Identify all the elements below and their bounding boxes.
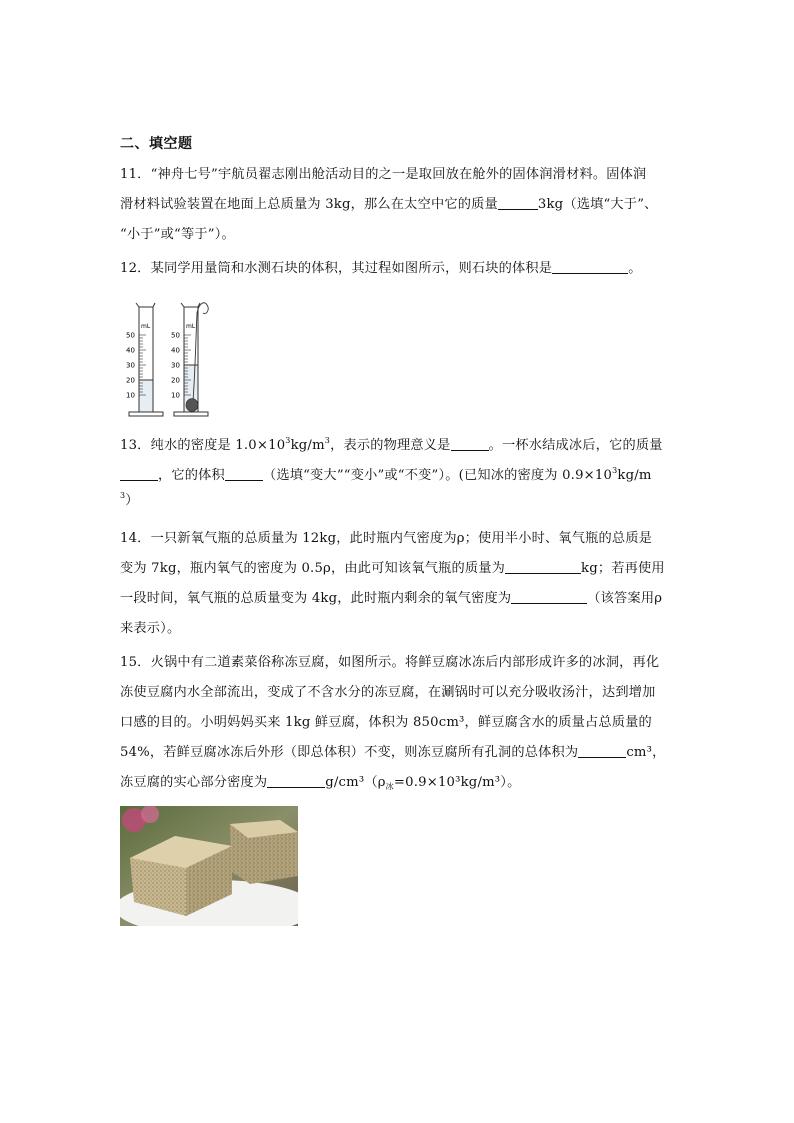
right-tick-label-10: 10 (171, 391, 180, 400)
q13-line-1: 13．纯水的密度是 $1.0\times 10^3kg/m^3$，表示的物理意义是 。一杯水结成冰后，它的质量 (120, 436, 663, 453)
stone (186, 399, 198, 412)
right-tick-label-20: 20 (171, 376, 180, 385)
q14-line-3: 一段时间，氧气瓶的总质量变为 4kg，此时瓶内剩余的氧气密度为 （该答案用ρ (120, 591, 663, 606)
left-tick-label-10: 10 (126, 391, 135, 400)
left-tick-label-30: 30 (126, 361, 135, 370)
q14-line-4: 来表示）。 (120, 621, 181, 636)
q14-blank-density[interactable] (511, 589, 587, 604)
q11-answer-blank[interactable] (498, 195, 538, 210)
right-tick-label-40: 40 (171, 346, 180, 355)
q14-line-1: 14．一只新氧气瓶的总质量为 12kg，此时瓶内气密度为ρ；使用半小时、氧气瓶的总质是 (120, 531, 653, 546)
frozen-tofu-photo (120, 806, 298, 926)
right-tick-label-50: 50 (171, 331, 180, 340)
q15-line-1: 15．火锅中有二道素菜俗称冻豆腐，如图所示。将鲜豆腐冰冻后内部形成许多的冰洞，再化 (120, 655, 660, 670)
measuring-cylinders-figure (117, 295, 217, 420)
q14-line-2: 变为 7kg，瓶内氧气的密度为 0.5ρ，由此可知该氧气瓶的质量为 kg；若再使用 (120, 561, 665, 576)
q13-blank-mass[interactable] (120, 466, 158, 481)
question-13 (120, 431, 680, 509)
q13-blank-volume[interactable] (225, 466, 263, 481)
cylinder-left-water (140, 380, 153, 412)
q11-line-3: “小于”或“等于”）。 (120, 227, 235, 242)
question-12 (120, 254, 680, 284)
question-15 (120, 648, 680, 798)
question-11 (120, 160, 680, 250)
left-tick-label-50: 50 (126, 331, 135, 340)
q15-line-4: 54%，若鲜豆腐冰冻后外形（即总体积）不变，则冻豆腐所有孔洞的总体积为 cm³， (120, 745, 666, 760)
q14-blank-bottle-mass[interactable] (505, 559, 581, 574)
cylinder-right-unit: mL (186, 323, 196, 330)
q13-blank-meaning[interactable] (451, 436, 489, 451)
q15-line-5: 冻豆腐的实心部分密度为 $g/cm^3(\rho_冰=0.9\times 10^3kg/m^3)$。 (120, 775, 521, 791)
q15-line-3: 口感的目的。小明妈妈买来 1kg 鲜豆腐，体积为 850cm³，鲜豆腐含水的质量占总质量的 (120, 715, 652, 730)
q13-line-3: $^3$） (120, 491, 139, 508)
right-tick-label-30: 30 (171, 361, 180, 370)
left-tick-label-40: 40 (126, 346, 135, 355)
q15-blank-solid-density[interactable] (267, 773, 325, 788)
cylinder-left (126, 303, 163, 416)
q12-line-1: 12．某同学用量筒和水测石块的体积，其过程如图所示，则石块的体积是 。 (120, 261, 642, 276)
q15-line-2: 冻使豆腐内水全部流出，变成了不含水分的冻豆腐，在涮锅时可以充分吸收汤汁，达到增加 (120, 685, 656, 700)
q12-answer-blank[interactable] (552, 259, 628, 274)
q13-line-2: ，它的体积 （选填“变大”“变小”或“不变”）。(已知冰的密度为 $0.9\times 10^3kg/m$ (120, 461, 680, 491)
q11-line-1: 11．“神舟七号”宇航员翟志刚出舱活动目的之一是取回放在舱外的固体润滑材料。固体润 (120, 167, 647, 182)
question-14 (120, 524, 680, 644)
q15-blank-hole-volume[interactable] (578, 743, 626, 758)
left-tick-label-20: 20 (126, 376, 135, 385)
q11-line-2: 滑材料试验装置在地面上总质量为 3kg，那么在太空中它的质量 3kg（选填“大于”、 (120, 197, 658, 212)
section-title: 二、填空题 (120, 136, 193, 152)
cylinder-right (171, 303, 208, 416)
cylinder-left-unit: mL (141, 323, 151, 330)
